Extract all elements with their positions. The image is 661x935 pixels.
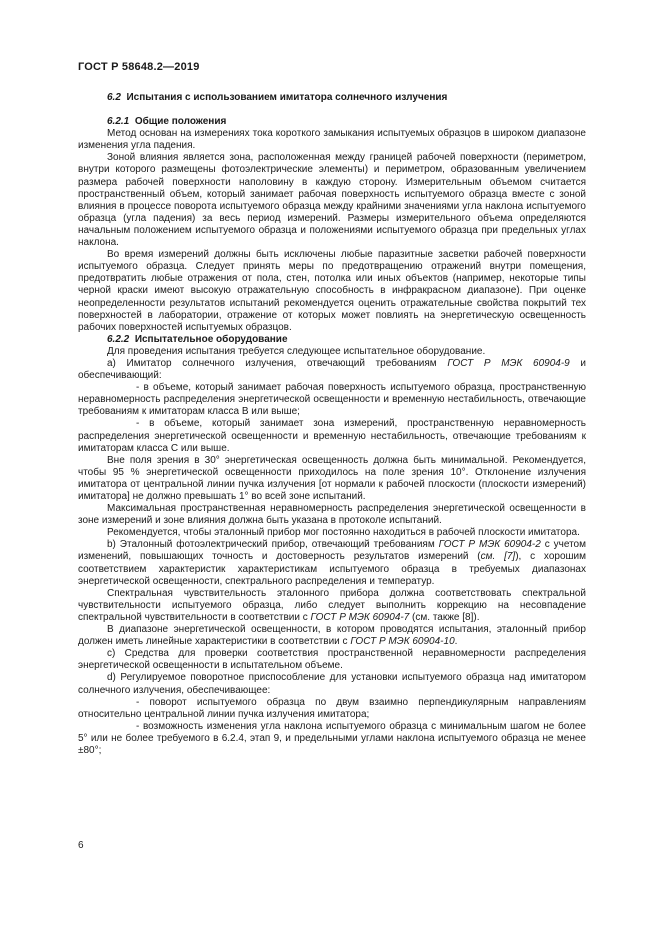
bibliography-reference: см. [7] [480,551,516,563]
text-run: и обеспечивающий: [78,357,586,382]
section-number: 6.2.2 [107,333,130,345]
text-run: b) Эталонный фотоэлектрический прибор, отвечающий требованиям [107,539,439,551]
list-item-d: d) Регулируемое поворотное приспособление для установки испытуемого образца над имитатором солнечного излучения, обеспечивающее: [78,672,586,696]
paragraph: Зоной влияния является зона, расположенная между границей рабочей поверхности (периметром, внутри которого размещены фотоэлектрические элементы) и периметром, образованным увеличением размера рабочей поверхности наполовину в каждую сторону. Измерительным объемом считается пространственный объем, который занимает рабочая поверхность испытуемого образца вместе с зоной влияния в процессе поворота испытуемого образца между крайними значениями угла наклона испытуемого образца (угла падения) за весь период измерений. Размеры измерительного объема определяются начальным положением испытуемого образца и положениями испытуемого образца при предельных углах наклона. [78,152,586,249]
paragraph: Для проведения испытания требуется следующее испытательное оборудование. [107,345,486,357]
text-run: а) Имитатор солнечного излучения, отвечающий требованиям [107,357,448,369]
paragraph: Метод основан на измерениях тока короткого замыкания испытуемых образцов в широком диапазоне изменения угла падения. [78,128,586,152]
text-run: с учетом изменений, повышающих точность и достоверность результатов измерений ( [78,539,586,563]
section-heading-6-2 [78,92,586,104]
bullet-item: - в объеме, который занимает рабочая поверхность испытуемого образца, пространственную неравномерность распределения энергетической освещенности и временную нестабильность, отвечающие требованиям к имитаторам класса В или выше; [78,382,586,418]
section-heading-6-2-1 [78,116,586,128]
paragraph: Вне поля зрения в 30° энергетическая освещенность должна быть минимальной. Рекомендуется, чтобы 95 % энергетической освещенности приходилось на поле зрения 10°. Отклонение излучения имитатора от центральной линии пучка излучения [от нормали к рабочей плоскости (плоскости измерений) имитатора] не должно превышать 1° во всей зоне испытаний. [78,454,586,502]
document-body [78,92,586,757]
section-number: 6.2.1 [107,116,130,128]
standard-reference: ГОСТ Р МЭК 60904-7 [310,611,410,623]
paragraph: Рекомендуется, чтобы эталонный прибор мог постоянно находиться в рабочей плоскости имитатора. [107,527,580,539]
text-run: . [454,636,458,648]
text-run: В диапазоне энергетической освещенности, в котором проводятся испытания, эталонный прибор должен иметь линейные характеристики в соответствии с [78,624,586,648]
list-item-c: с) Средства для проверки соответствия пространственной неравномерности распределения энергетической освещенности в испытательном объеме. [78,648,586,672]
paragraph: Максимальная пространственная неравномерность распределения энергетической освещенности в зоне измерений и зоне влияния должна быть указана в протоколе испытаний. [78,503,586,527]
text-run: ), с хорошим соответствием характеристик характеристикам испытуемого образца в требуемых диапазонах энергетической освещенности, спектрального распределения и температур. [78,551,586,587]
list-item-a [78,358,586,382]
standard-reference: ГОСТ Р МЭК 60904-2 [438,539,541,551]
section-number: 6.2 [107,92,121,103]
text-run: (см. также [8]). [409,611,480,623]
section-title: Испытательное оборудование [134,333,288,345]
section-title: Испытания с использованием имитатора солнечного излучения [126,92,448,103]
bullet-item: - поворот испытуемого образца по двум взаимно перпендикулярным направлениям относительно центральной линии пучка излучения имитатора; [78,696,586,720]
standard-reference: ГОСТ Р МЭК 60904-10 [350,636,455,648]
paragraph: Во время измерений должны быть исключены любые паразитные засветки рабочей поверхности испытуемого образца. Следует принять меры по предотвращению отражений внутри помещения, предотвратить любые отражения от пола, стен, потолка или иных объектов (например, некоторые типы черной краски имеют высокую отражательную способность в инфракрасном диапазоне). При оценке неопределенности результатов испытаний рекомендуется оценить отражательные свойства покрытий тех поверхностей в лаборатории, отражение от которых может повлиять на энергетическую освещенность рабочих поверхностей испытуемых образцов. [78,249,586,333]
paragraph [78,588,586,624]
bullet-item: - в объеме, который занимает зона измерений, пространственную неравномерность распределения энергетической освещенности и временную нестабильность, отвечающие требованиям к имитаторам класса С или выше. [78,418,586,454]
text-run: Спектральная чувствительность эталонного прибора должна соответствовать спектральной чувствительности испытуемого образца, либо следует выполнить коррекцию на несовпадение спектральной чувствительности в соответствии с [78,587,586,623]
list-item-b [78,539,586,587]
paragraph [78,624,586,648]
standard-header: ГОСТ Р 58648.2—2019 [78,61,200,73]
standard-reference: ГОСТ Р МЭК 60904-9 [447,357,570,369]
section-heading-6-2-2 [78,334,586,346]
page-number: 6 [78,840,84,851]
bullet-item: - возможность изменения угла наклона испытуемого образца с минимальным шагом не более 5° или не более требуемого в 6.2.4, этап 9, и предельными углами наклона испытуемого образца не менее ±80°; [78,720,586,756]
section-title: Общие положения [134,116,227,128]
